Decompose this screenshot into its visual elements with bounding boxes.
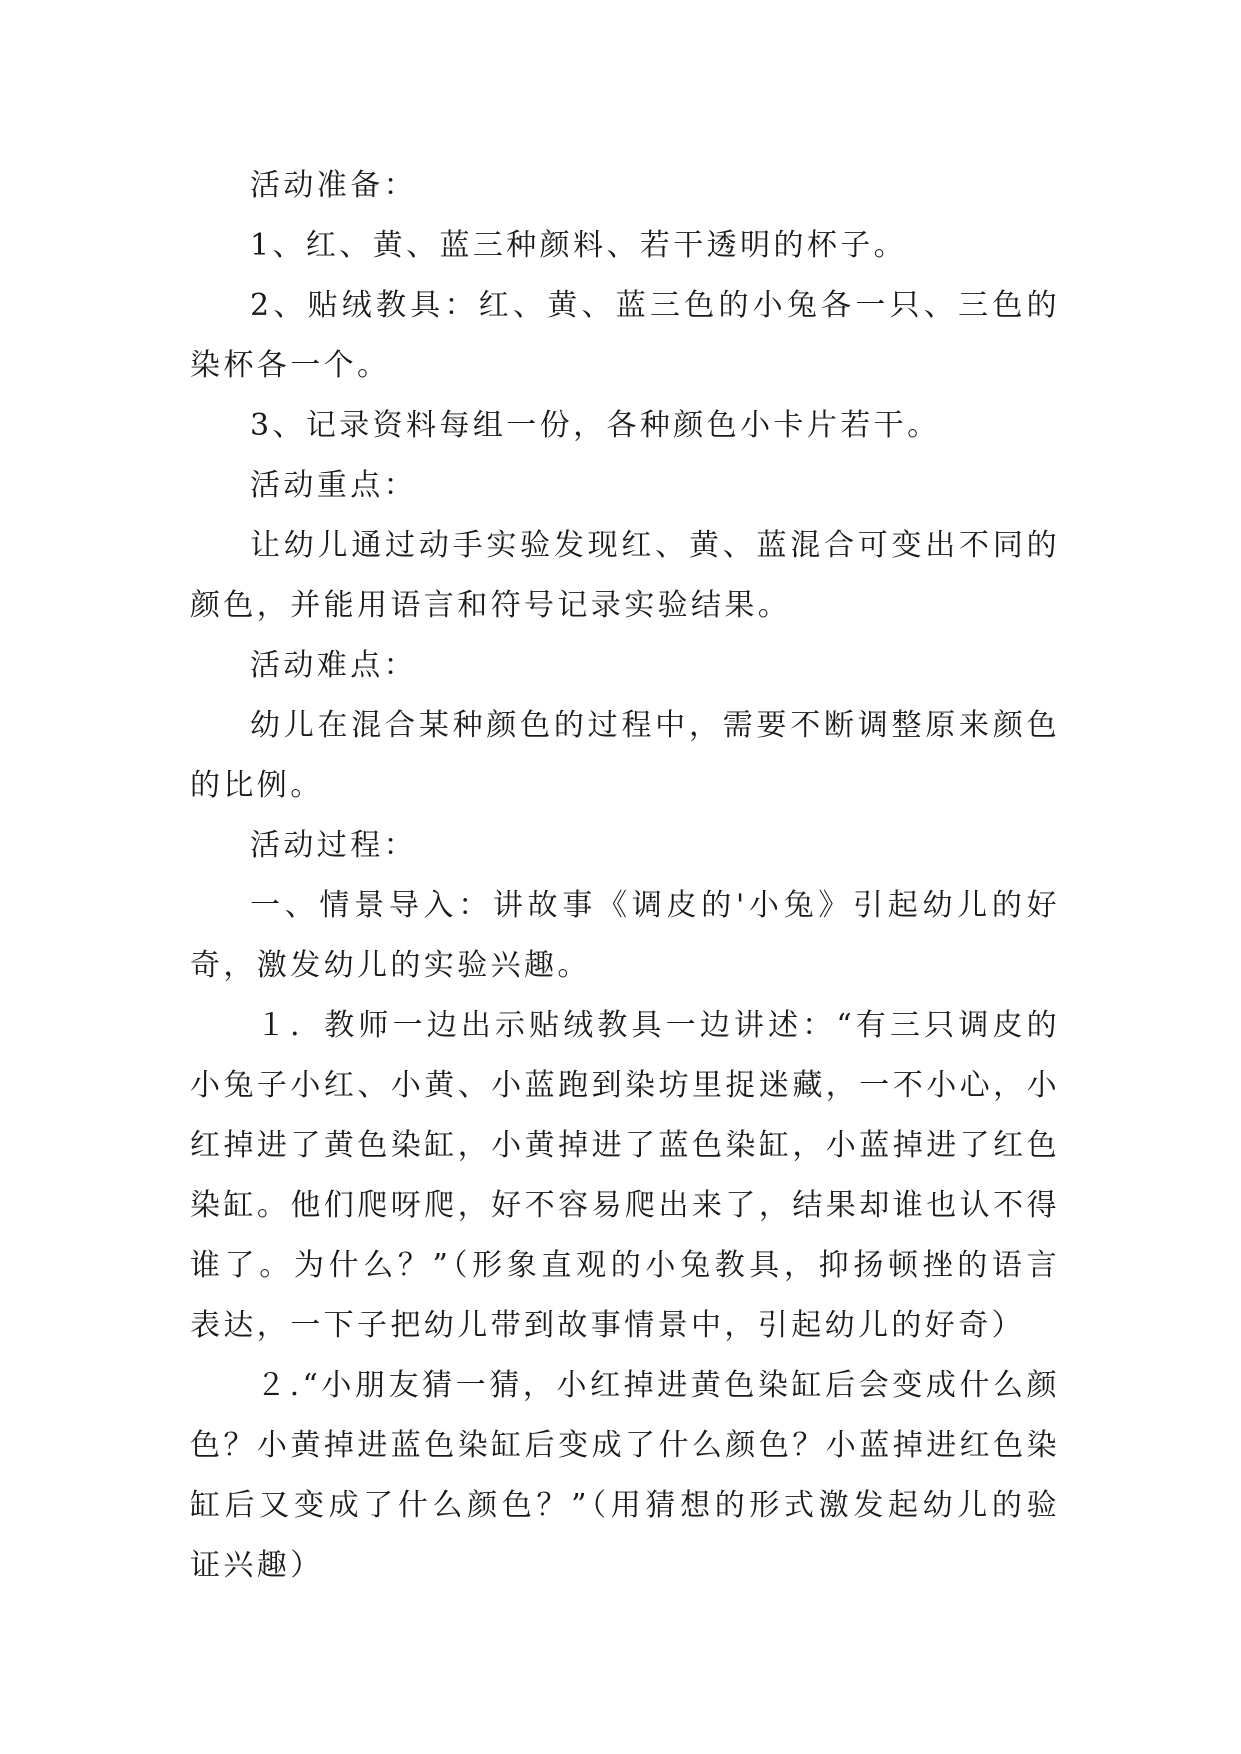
process-step-1: １．教师一边出示贴绒教具一边讲述：“有三只调皮的小兔子小红、小黄、小蓝跑到染坊里捉迷藏，一不小心，小红掉进了黄色染缸，小黄掉进了蓝色染缸，小蓝掉进了红色染缸。他们爬呀爬，好不容易爬出来了，结果却谁也认不得谁了。为什么？”（形象直观的小兔教具，抑扬顿挫的语言表达，一下子把幼儿带到故事情景中，引起幼儿的好奇） [190, 1008, 1060, 1343]
heading-activity-preparation: 活动准备： [250, 168, 417, 203]
heading-activity-difficulty: 活动难点： [250, 648, 417, 683]
process-step-2: ２.“小朋友猜一猜，小红掉进黄色染缸后会变成什么颜色？小黄掉进蓝色染缸后变成了什么颜色？小蓝掉进红色染缸后又变成了什么颜色？”（用猜想的形式激发起幼儿的验证兴趣） [190, 1368, 1060, 1583]
heading-activity-focus: 活动重点： [250, 468, 417, 503]
preparation-item-2: 2、贴绒教具：红、黄、蓝三色的小兔各一只、三色的染杯各一个。 [190, 288, 1060, 383]
process-section-1: 一、情景导入：讲故事《调皮的'小兔》引起幼儿的好奇，激发幼儿的实验兴趣。 [190, 888, 1060, 983]
heading-activity-process: 活动过程： [250, 828, 417, 863]
activity-focus-text: 让幼儿通过动手实验发现红、黄、蓝混合可变出不同的颜色，并能用语言和符号记录实验结果。 [190, 528, 1060, 623]
preparation-item-3: 3、记录资料每组一份，各种颜色小卡片若干。 [250, 408, 941, 443]
preparation-item-1: 1、红、黄、蓝三种颜料、若干透明的杯子。 [250, 228, 908, 263]
activity-difficulty-text: 幼儿在混合某种颜色的过程中，需要不断调整原来颜色的比例。 [190, 708, 1060, 803]
document-body [190, 156, 1060, 1596]
